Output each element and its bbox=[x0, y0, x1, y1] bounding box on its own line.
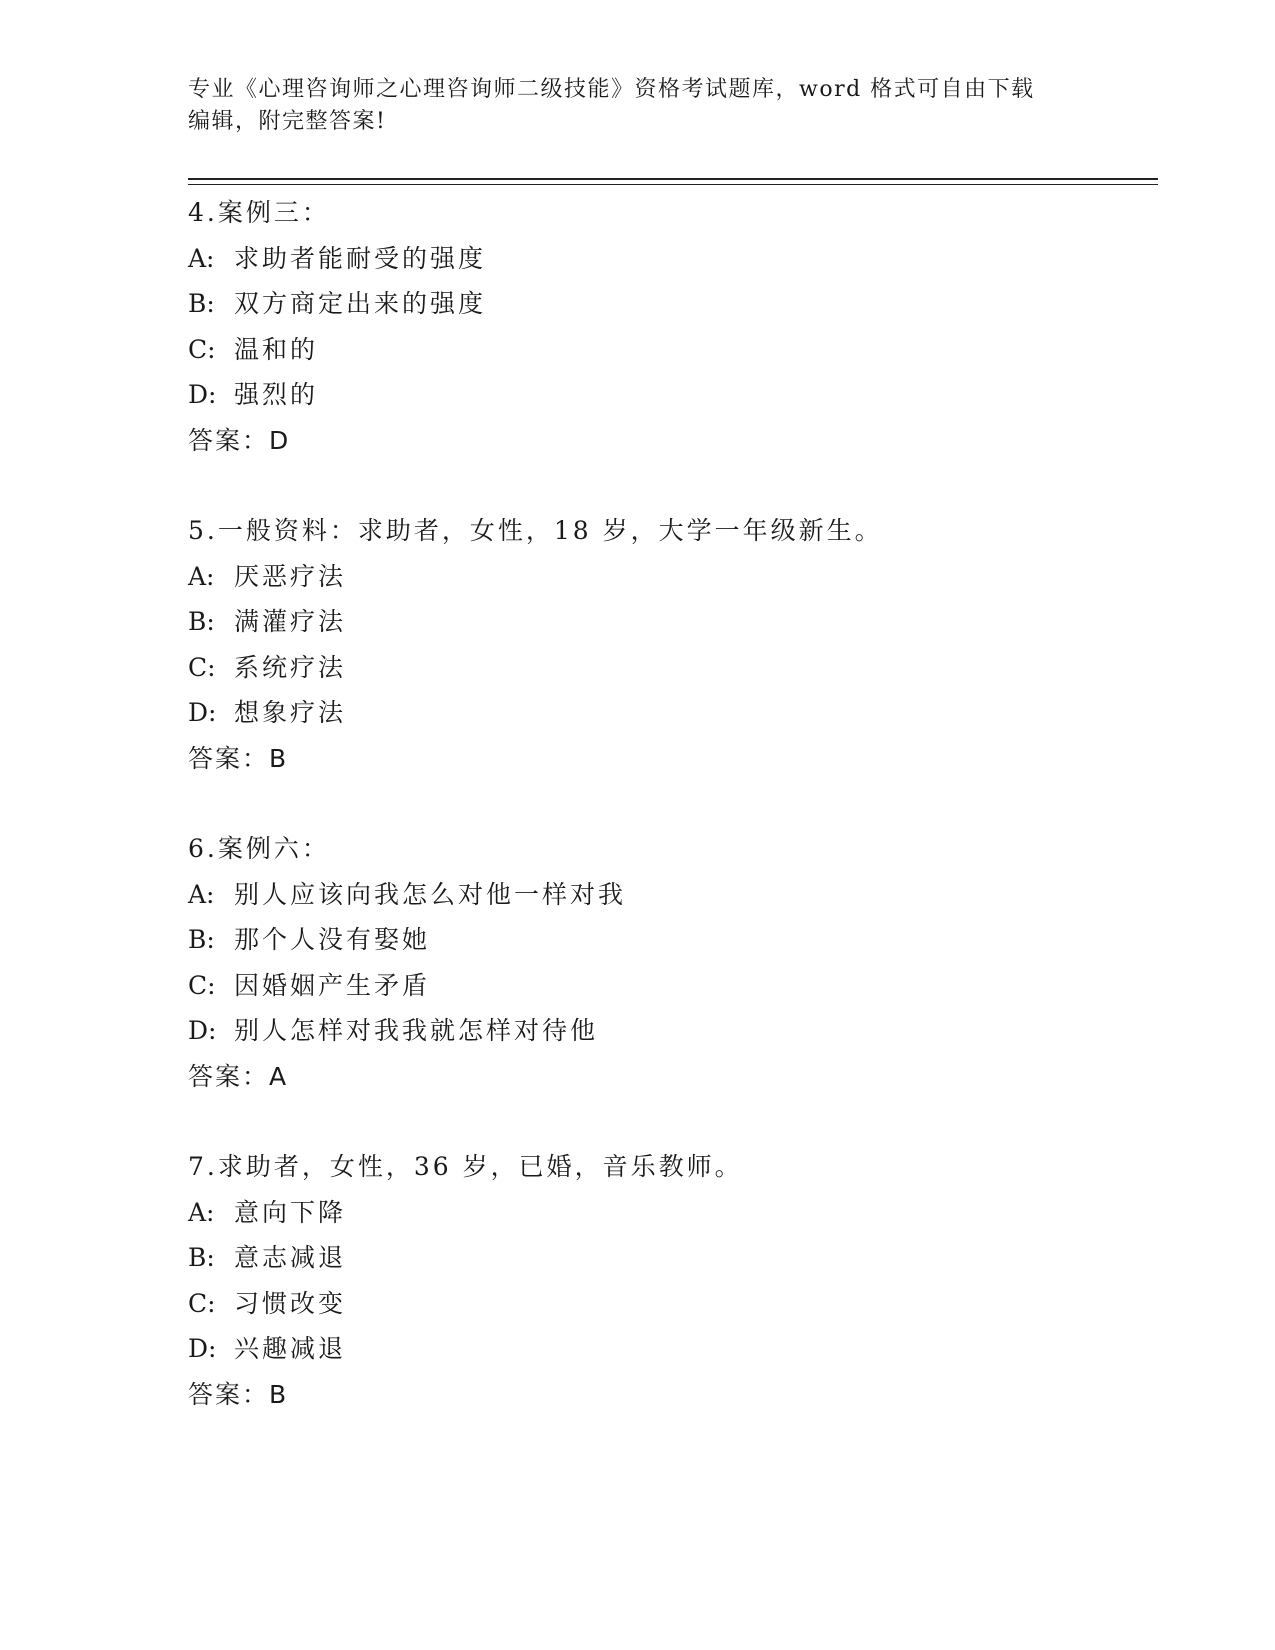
option-a bbox=[188, 1190, 1158, 1236]
option-text: 厌恶疗法 bbox=[234, 561, 347, 591]
option-d bbox=[188, 1008, 1158, 1054]
answer-line: 答案：D bbox=[188, 425, 291, 455]
option-letter: C: bbox=[188, 334, 216, 364]
option-text: 温和的 bbox=[234, 334, 319, 364]
option-letter: B: bbox=[188, 1243, 215, 1272]
option-letter: C: bbox=[188, 970, 216, 1000]
question-stem: 7.求助者，女性，36 岁，已婚，音乐教师。 bbox=[188, 1152, 743, 1181]
option-c bbox=[188, 1281, 1158, 1327]
option-letter: A: bbox=[188, 879, 215, 909]
option-letter: A: bbox=[188, 1197, 215, 1227]
option-b bbox=[188, 917, 1158, 963]
option-c bbox=[188, 645, 1158, 691]
option-letter: D: bbox=[188, 380, 217, 409]
option-a bbox=[188, 872, 1158, 918]
option-text: 习惯改变 bbox=[234, 1288, 347, 1318]
option-text: 系统疗法 bbox=[234, 652, 347, 682]
option-text: 双方商定出来的强度 bbox=[234, 289, 487, 318]
option-d bbox=[188, 690, 1158, 736]
option-d bbox=[188, 372, 1158, 418]
header-line-1: 专业《心理咨询师之心理咨询师二级技能》资格考试题库，word 格式可自由下载 bbox=[188, 77, 1035, 102]
option-c bbox=[188, 963, 1158, 1009]
option-letter: A: bbox=[188, 561, 215, 591]
option-b bbox=[188, 599, 1158, 645]
document-header bbox=[188, 74, 1088, 138]
question-stem: 5.一般资料：求助者，女性，18 岁，大学一年级新生。 bbox=[188, 516, 883, 545]
option-text: 那个人没有娶她 bbox=[234, 925, 431, 954]
header-line-2: 编辑，附完整答案! bbox=[188, 109, 387, 134]
answer-line: 答案：B bbox=[188, 1379, 289, 1409]
option-text: 满灌疗法 bbox=[234, 607, 347, 636]
option-text: 兴趣减退 bbox=[234, 1334, 347, 1363]
option-text: 强烈的 bbox=[234, 380, 319, 409]
question-6 bbox=[188, 826, 1158, 1099]
header-divider-thick bbox=[188, 178, 1158, 180]
option-letter: D: bbox=[188, 1016, 217, 1045]
option-text: 意志减退 bbox=[234, 1243, 347, 1272]
option-letter: C: bbox=[188, 1288, 216, 1318]
option-letter: D: bbox=[188, 698, 217, 727]
option-letter: B: bbox=[188, 925, 215, 954]
option-text: 因婚姻产生矛盾 bbox=[234, 970, 431, 1000]
option-text: 别人怎样对我我就怎样对待他 bbox=[234, 1016, 599, 1045]
option-text: 别人应该向我怎么对他一样对我 bbox=[234, 879, 627, 909]
question-7 bbox=[188, 1144, 1158, 1417]
question-stem: 4.案例三： bbox=[188, 198, 330, 227]
option-text: 想象疗法 bbox=[234, 698, 347, 727]
option-a bbox=[188, 554, 1158, 600]
answer-line: 答案：B bbox=[188, 743, 289, 773]
question-5 bbox=[188, 508, 1158, 781]
option-d bbox=[188, 1326, 1158, 1372]
option-b bbox=[188, 1235, 1158, 1281]
option-a bbox=[188, 236, 1158, 282]
option-letter: C: bbox=[188, 652, 216, 682]
option-text: 求助者能耐受的强度 bbox=[234, 243, 487, 273]
answer-line: 答案：A bbox=[188, 1061, 289, 1091]
option-letter: B: bbox=[188, 289, 215, 318]
option-letter: A: bbox=[188, 243, 215, 273]
option-b bbox=[188, 281, 1158, 327]
option-letter: D: bbox=[188, 1334, 217, 1363]
option-text: 意向下降 bbox=[234, 1197, 347, 1227]
question-4 bbox=[188, 190, 1158, 463]
option-letter: B: bbox=[188, 607, 215, 636]
question-list bbox=[188, 190, 1158, 1462]
header-divider-thin bbox=[188, 184, 1158, 185]
option-c bbox=[188, 327, 1158, 373]
question-stem: 6.案例六： bbox=[188, 834, 330, 863]
